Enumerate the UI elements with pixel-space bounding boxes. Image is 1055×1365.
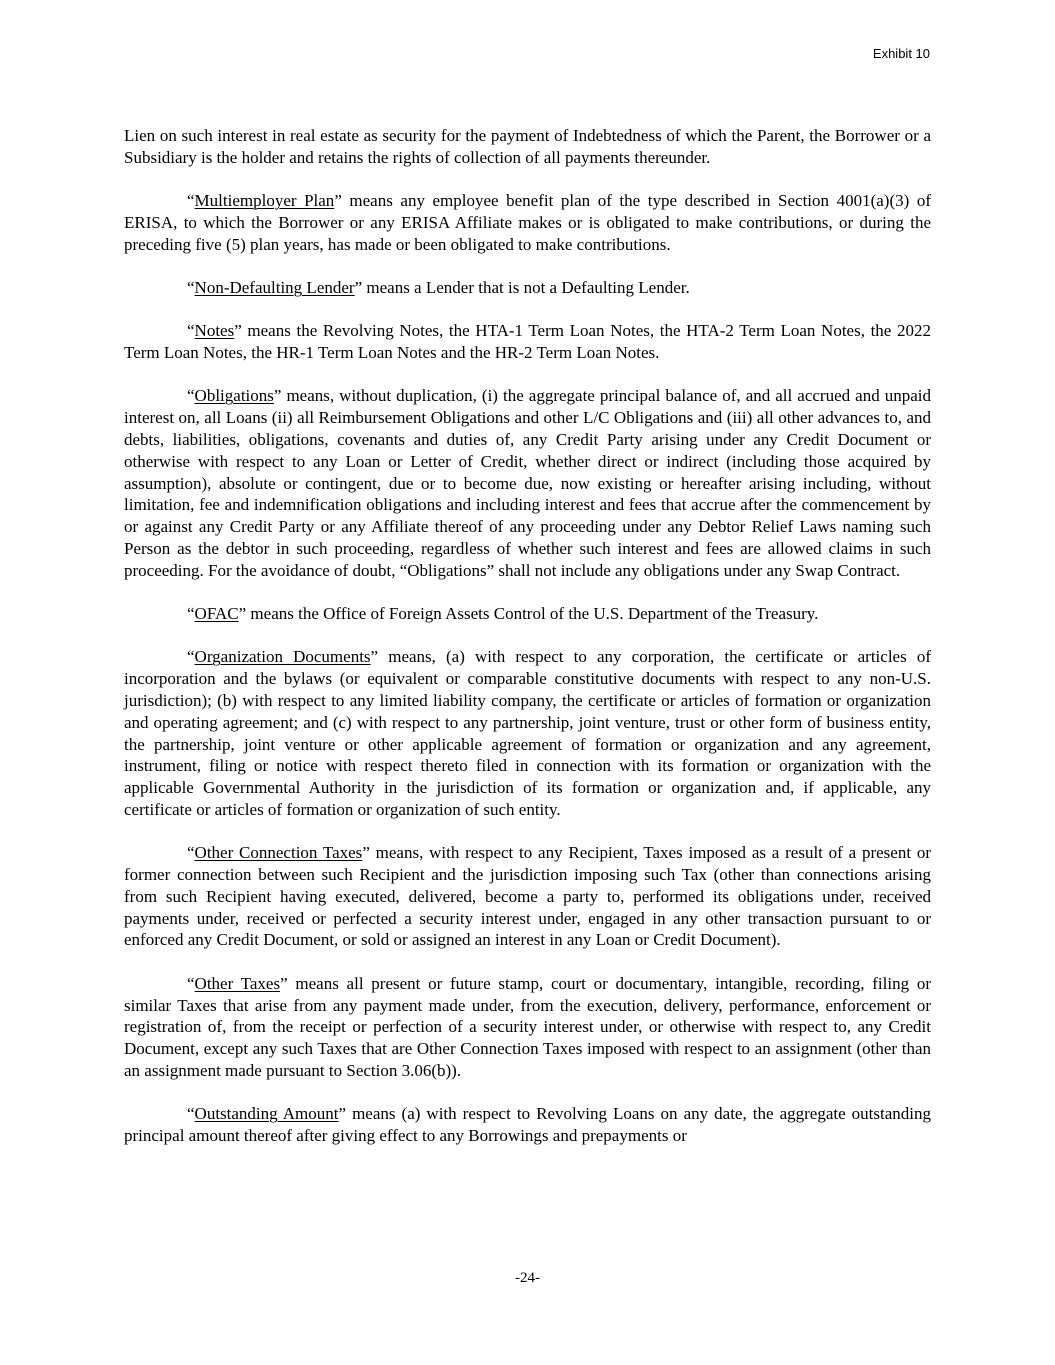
definition-text: ” means (a) with respect to Revolving Loans on any date, the aggregate outstanding principal amount thereof after giving effect to any Borrowings and prepayments or xyxy=(124,1104,931,1145)
paragraph-lien-continuation xyxy=(124,125,931,169)
definition-organization-documents: “Organization Documents” means, (a) with respect to any corporation, the certificate or articles of incorporation and the bylaws (or equivalent or comparable constitutive documents with respect to any non-U.S. jurisdiction); (b) with respect to any limited liability company, the certificate or articles of formation or organization and operating agreement; and (c) with respect to any partnership, joint venture, trust or other form of business entity, the partnership, joint venture or other applicable agreement of formation or organization and any agreement, instrument, filing or notice with respect thereto filed in connection with its formation or organization with the applicable Governmental Authority in the jurisdiction of its formation or organization and, if applicable, any certificate or articles of formation or organization of such entity. xyxy=(124,647,931,819)
defined-term: Obligations xyxy=(194,386,274,406)
definition-text: ” means the Revolving Notes, the HTA-1 Term Loan Notes, the HTA-2 Term Loan Notes, the 2022 Term Loan Notes, the HR-1 Term Loan Notes and the HR-2 Term Loan Notes. xyxy=(124,321,931,363)
definition-text: ” means any employee benefit plan of the type described in Section 4001(a)(3) of ERISA, to which the Borrower or any ERISA Affiliate makes or is obligated to make contributions, or during the preceding five (5) plan years, has made or been obligated to make contributions. xyxy=(124,191,931,254)
definition-text: ” means, without duplication, (i) the aggregate principal balance of, and all accrued and unpaid interest on, all Loans (ii) all Reimbursement Obligations and other L/C Obligations and (iii) all other advances to, and debts, liabilities, obligations, covenants and duties of, any Credit Party arising under any Credit Document or otherwise with respect to any Loan or Letter of Credit, whether direct or indirect (including those acquired by assumption), absolute or contingent, due or to become due, now existing or hereafter arising including, without limitation, fee and indemnification obligations and including interest and fees that accrue after the commencement by or against any Credit Party or any Affiliate thereof of any proceeding under any Debtor Relief Laws naming such Person as the debtor in such proceeding, regardless of whether such interest and fees are allowed claims in such proceeding. For the avoidance of doubt, “Obligations” shall not include any obligations under any Swap Contract. xyxy=(124,386,931,580)
definition-text: ” means, with respect to any Recipient, Taxes imposed as a result of a present or former connection between such Recipient and the jurisdiction imposing such Tax (other than connections arising from such Recipient having executed, delivered, become a party to, performed its obligations under, received payments under, received or perfected a security interest under, engaged in any other transaction pursuant to or enforced any Credit Document, or sold or assigned an interest in any Loan or Credit Document). xyxy=(124,843,931,950)
exhibit-label: Exhibit 10 xyxy=(872,46,930,61)
defined-term: Other Connection Taxes xyxy=(194,843,363,863)
definition-notes: “Notes” means the Revolving Notes, the HTA-1 Term Loan Notes, the HTA-2 Term Loan Notes, the 2022 Term Loan Notes, the HR-1 Term Loan Notes and the HR-2 Term Loan Notes. xyxy=(124,321,931,363)
defined-term: Outstanding Amount xyxy=(194,1104,339,1124)
definition-multiemployer-plan: “Multiemployer Plan” means any employee benefit plan of the type described in Section 4001(a)(3) of ERISA, to which the Borrower or any ERISA Affiliate makes or is obligated to make contributions, or during the preceding five (5) plan years, has made or been obligated to make contributions. xyxy=(124,191,931,254)
definition-outstanding-amount: “Outstanding Amount” means (a) with respect to Revolving Loans on any date, the aggregate outstanding principal amount thereof after giving effect to any Borrowings and prepayments or xyxy=(124,1104,931,1145)
defined-term: Notes xyxy=(194,321,235,341)
definition-ofac: “OFAC” means the Office of Foreign Assets Control of the U.S. Department of the Treasury. xyxy=(187,604,819,624)
paragraph-text: Lien on such interest in real estate as security for the payment of Indebtedness of which the Parent, the Borrower or a Subsidiary is the holder and retains the rights of collection of all payments thereunder. xyxy=(124,126,931,167)
definition-text: ” means a Lender that is not a Defaulting Lender. xyxy=(354,277,690,297)
definition-non-defaulting-lender: “Non-Defaulting Lender” means a Lender that is not a Defaulting Lender. xyxy=(187,277,690,297)
page-number: -24- xyxy=(515,1270,540,1286)
defined-term: Organization Documents xyxy=(194,647,371,667)
defined-term: Multiemployer Plan xyxy=(194,191,335,211)
definition-text: ” means the Office of Foreign Assets Control of the U.S. Department of the Treasury. xyxy=(238,604,819,624)
definition-text: ” means, (a) with respect to any corporation, the certificate or articles of incorporation and the bylaws (or equivalent or comparable constitutive documents with respect to any non-U.S. jurisdiction); (b) with respect to any limited liability company, the certificate or articles of formation or organization and operating agreement; and (c) with respect to any partnership, joint venture, trust or other form of business entity, the partnership, joint venture or other applicable agreement of formation or organization and any agreement, instrument, filing or notice with respect thereto filed in connection with its formation or organization with the applicable Governmental Authority in the jurisdiction of its formation or organization and, if applicable, any certificate or articles of formation or organization of such entity. xyxy=(124,647,931,819)
defined-term: Other Taxes xyxy=(194,973,281,993)
defined-term: Non-Defaulting Lender xyxy=(194,277,355,297)
document-body xyxy=(124,125,931,1168)
definition-other-connection-taxes: “Other Connection Taxes” means, with respect to any Recipient, Taxes imposed as a result of a present or former connection between such Recipient and the jurisdiction imposing such Tax (other than connections arising from such Recipient having executed, delivered, become a party to, performed its obligations under, received payments under, received or perfected a security interest under, engaged in any other transaction pursuant to or enforced any Credit Document, or sold or assigned an interest in any Loan or Credit Document). xyxy=(124,843,931,950)
definition-other-taxes: “Other Taxes” means all present or future stamp, court or documentary, intangible, recording, filing or similar Taxes that arise from any payment made under, from the execution, delivery, performance, enforcement or registration of, from the receipt or perfection of a security interest under, or otherwise with respect to, any Credit Document, except any such Taxes that are Other Connection Taxes imposed with respect to an assignment (other than an assignment made pursuant to Section 3.06(b)). xyxy=(124,973,931,1080)
defined-term: OFAC xyxy=(194,604,239,624)
definition-text: ” means all present or future stamp, court or documentary, intangible, recording, filing or similar Taxes that arise from any payment made under, from the execution, delivery, performance, enforcement or registration of, from the receipt or perfection of a security interest under, or otherwise with respect to, any Credit Document, except any such Taxes that are Other Connection Taxes imposed with respect to an assignment (other than an assignment made pursuant to Section 3.06(b)). xyxy=(124,973,931,1080)
definition-obligations: “Obligations” means, without duplication, (i) the aggregate principal balance of, and all accrued and unpaid interest on, all Loans (ii) all Reimbursement Obligations and other L/C Obligations and (iii) all other advances to, and debts, liabilities, obligations, covenants and duties of, any Credit Party arising under any Credit Document or otherwise with respect to any Loan or Letter of Credit, whether direct or indirect (including those acquired by assumption), absolute or contingent, due or to become due, now existing or hereafter arising including, without limitation, fee and indemnification obligations and including interest and fees that accrue after the commencement by or against any Credit Party or any Affiliate thereof of any proceeding under any Debtor Relief Laws naming such Person as the debtor in such proceeding, regardless of whether such interest and fees are allowed claims in such proceeding. For the avoidance of doubt, “Obligations” shall not include any obligations under any Swap Contract. xyxy=(124,386,931,580)
